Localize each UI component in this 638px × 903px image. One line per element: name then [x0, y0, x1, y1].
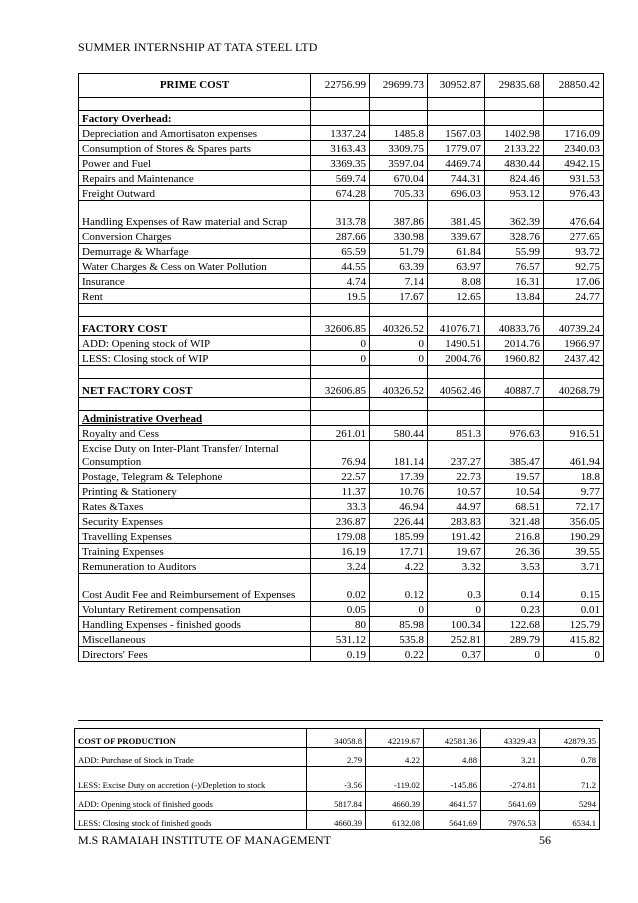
table-row: [79, 171, 604, 186]
row-label: Directors' Fees: [79, 647, 311, 662]
table-row: [79, 647, 604, 662]
value-cell: 80: [311, 617, 370, 632]
value-cell: 29835.68: [485, 74, 544, 98]
value-cell: 65.59: [311, 244, 370, 259]
empty-cell: [544, 398, 604, 411]
value-cell: 1402.98: [485, 126, 544, 141]
table-row: [79, 156, 604, 171]
value-cell: 4.22: [370, 559, 428, 574]
value-cell: 0.78: [540, 748, 600, 767]
value-cell: 670.04: [370, 171, 428, 186]
value-cell: 3.53: [485, 559, 544, 574]
empty-cell: [370, 98, 428, 111]
value-cell: 3.21: [481, 748, 540, 767]
empty-cell: [311, 111, 370, 126]
empty-cell: [485, 411, 544, 426]
table-row: [79, 379, 604, 398]
empty-cell: [370, 366, 428, 379]
value-cell: 42581.36: [424, 729, 481, 748]
value-cell: 42879.35: [540, 729, 600, 748]
value-cell: 0.22: [370, 647, 428, 662]
value-cell: 744.31: [428, 171, 485, 186]
value-cell: 63.39: [370, 259, 428, 274]
value-cell: 40833.76: [485, 317, 544, 336]
value-cell: 22.73: [428, 469, 485, 484]
row-label: Freight Outward: [79, 186, 311, 201]
value-cell: 8.08: [428, 274, 485, 289]
table-row: [79, 617, 604, 632]
table-row: [79, 229, 604, 244]
table-row: [75, 748, 600, 767]
value-cell: 226.44: [370, 514, 428, 529]
value-cell: 328.76: [485, 229, 544, 244]
row-label: Handling Expenses of Raw material and Scrap: [79, 201, 311, 229]
empty-cell: [544, 98, 604, 111]
value-cell: 0.02: [311, 574, 370, 602]
cost-of-production-table: [74, 728, 600, 830]
empty-cell: [485, 111, 544, 126]
empty-cell: [428, 398, 485, 411]
row-label: Rates &Taxes: [79, 499, 311, 514]
value-cell: 18.8: [544, 469, 604, 484]
row-label: ADD: Opening stock of WIP: [79, 336, 311, 351]
value-cell: 44.55: [311, 259, 370, 274]
table-row: [75, 811, 600, 830]
value-cell: 824.46: [485, 171, 544, 186]
value-cell: -3.56: [307, 767, 366, 792]
row-label: LESS: Excise Duty on accretion (-)/Depletion to stock: [75, 767, 307, 792]
value-cell: 705.33: [370, 186, 428, 201]
table-row: [79, 514, 604, 529]
value-cell: 0: [370, 336, 428, 351]
table-row: [79, 544, 604, 559]
value-cell: 1485.8: [370, 126, 428, 141]
table-row: [79, 574, 604, 602]
value-cell: 7.14: [370, 274, 428, 289]
value-cell: 1966.97: [544, 336, 604, 351]
empty-cell: [370, 304, 428, 317]
row-label: Remuneration to Auditors: [79, 559, 311, 574]
table-row: [79, 426, 604, 441]
value-cell: 34058.8: [307, 729, 366, 748]
value-cell: 5641.69: [424, 811, 481, 830]
value-cell: 19.57: [485, 469, 544, 484]
table-row: [75, 767, 600, 792]
value-cell: 976.43: [544, 186, 604, 201]
table-row: [79, 126, 604, 141]
table-row: [79, 336, 604, 351]
value-cell: 387.86: [370, 201, 428, 229]
value-cell: 569.74: [311, 171, 370, 186]
empty-cell: [311, 398, 370, 411]
empty-cell: [79, 398, 311, 411]
value-cell: 179.08: [311, 529, 370, 544]
empty-cell: [485, 304, 544, 317]
value-cell: 252.81: [428, 632, 485, 647]
row-label: Excise Duty on Inter-Plant Transfer/ Internal Consumption: [79, 441, 311, 469]
value-cell: 28850.42: [544, 74, 604, 98]
factory-cost-label: FACTORY COST: [79, 317, 311, 336]
value-cell: 4.22: [366, 748, 424, 767]
row-label: LESS: Closing stock of WIP: [79, 351, 311, 366]
prime-cost-label: PRIME COST: [79, 74, 311, 98]
row-label: Miscellaneous: [79, 632, 311, 647]
empty-cell: [544, 411, 604, 426]
value-cell: 0: [311, 351, 370, 366]
value-cell: 356.05: [544, 514, 604, 529]
value-cell: 321.48: [485, 514, 544, 529]
value-cell: 63.97: [428, 259, 485, 274]
row-label: Handling Expenses - finished goods: [79, 617, 311, 632]
value-cell: 3597.04: [370, 156, 428, 171]
value-cell: 40887.7: [485, 379, 544, 398]
value-cell: 4.88: [424, 748, 481, 767]
value-cell: 7976.53: [481, 811, 540, 830]
value-cell: 40562.46: [428, 379, 485, 398]
administrative-overhead-heading: Administrative Overhead: [79, 411, 311, 426]
value-cell: 1779.07: [428, 141, 485, 156]
value-cell: 381.45: [428, 201, 485, 229]
net-factory-cost-label: NET FACTORY COST: [79, 379, 311, 398]
value-cell: 953.12: [485, 186, 544, 201]
value-cell: 40326.52: [370, 379, 428, 398]
row-label: Royalty and Cess: [79, 426, 311, 441]
section-rule: [78, 720, 603, 721]
table-row: [79, 499, 604, 514]
value-cell: 0: [370, 602, 428, 617]
value-cell: 46.94: [370, 499, 428, 514]
value-cell: 185.99: [370, 529, 428, 544]
table-row: [79, 74, 604, 98]
value-cell: 10.76: [370, 484, 428, 499]
value-cell: 42219.67: [366, 729, 424, 748]
row-label: Voluntary Retirement compensation: [79, 602, 311, 617]
value-cell: 0: [428, 602, 485, 617]
value-cell: 1567.03: [428, 126, 485, 141]
value-cell: 122.68: [485, 617, 544, 632]
value-cell: -274.81: [481, 767, 540, 792]
row-label: Travelling Expenses: [79, 529, 311, 544]
value-cell: 0: [311, 336, 370, 351]
value-cell: 415.82: [544, 632, 604, 647]
empty-cell: [428, 366, 485, 379]
empty-cell: [428, 304, 485, 317]
spacer-row: [79, 98, 604, 111]
spacer-row: [79, 366, 604, 379]
value-cell: 289.79: [485, 632, 544, 647]
value-cell: 76.94: [311, 441, 370, 469]
value-cell: 40739.24: [544, 317, 604, 336]
value-cell: 24.77: [544, 289, 604, 304]
value-cell: 16.31: [485, 274, 544, 289]
value-cell: 19.5: [311, 289, 370, 304]
value-cell: 92.75: [544, 259, 604, 274]
value-cell: 0: [370, 351, 428, 366]
row-label: ADD: Opening stock of finished goods: [75, 792, 307, 811]
row-label: Water Charges & Cess on Water Pollution: [79, 259, 311, 274]
empty-cell: [544, 366, 604, 379]
row-label: Depreciation and Amortisaton expenses: [79, 126, 311, 141]
table-row: [79, 469, 604, 484]
value-cell: -145.86: [424, 767, 481, 792]
empty-cell: [485, 98, 544, 111]
empty-cell: [311, 304, 370, 317]
empty-cell: [544, 304, 604, 317]
row-label: Postage, Telegram & Telephone: [79, 469, 311, 484]
value-cell: 1716.09: [544, 126, 604, 141]
empty-cell: [311, 366, 370, 379]
empty-cell: [428, 98, 485, 111]
value-cell: 287.66: [311, 229, 370, 244]
value-cell: 3.32: [428, 559, 485, 574]
value-cell: 16.19: [311, 544, 370, 559]
value-cell: 85.98: [370, 617, 428, 632]
empty-cell: [428, 111, 485, 126]
table-row: [75, 792, 600, 811]
value-cell: 0.01: [544, 602, 604, 617]
value-cell: 6534.1: [540, 811, 600, 830]
value-cell: 29699.73: [370, 74, 428, 98]
value-cell: 33.3: [311, 499, 370, 514]
row-label: Insurance: [79, 274, 311, 289]
value-cell: 22.57: [311, 469, 370, 484]
value-cell: 2340.03: [544, 141, 604, 156]
value-cell: -119.02: [366, 767, 424, 792]
table-row: [79, 317, 604, 336]
value-cell: 39.55: [544, 544, 604, 559]
footer-institute: M.S RAMAIAH INSTITUTE OF MANAGEMENT: [78, 833, 331, 847]
table-row: [79, 632, 604, 647]
value-cell: 1337.24: [311, 126, 370, 141]
value-cell: 931.53: [544, 171, 604, 186]
value-cell: 41076.71: [428, 317, 485, 336]
value-cell: 2004.76: [428, 351, 485, 366]
value-cell: 385.47: [485, 441, 544, 469]
value-cell: 0.05: [311, 602, 370, 617]
value-cell: 2437.42: [544, 351, 604, 366]
value-cell: 674.28: [311, 186, 370, 201]
value-cell: 51.79: [370, 244, 428, 259]
value-cell: 4660.39: [307, 811, 366, 830]
value-cell: 0.14: [485, 574, 544, 602]
value-cell: 22756.99: [311, 74, 370, 98]
value-cell: 9.77: [544, 484, 604, 499]
value-cell: 277.65: [544, 229, 604, 244]
value-cell: 17.71: [370, 544, 428, 559]
value-cell: 261.01: [311, 426, 370, 441]
table-row: [79, 289, 604, 304]
value-cell: 5641.69: [481, 792, 540, 811]
row-label: Consumption of Stores & Spares parts: [79, 141, 311, 156]
value-cell: 0: [544, 647, 604, 662]
row-label: Demurrage & Wharfage: [79, 244, 311, 259]
value-cell: 71.2: [540, 767, 600, 792]
value-cell: 236.87: [311, 514, 370, 529]
value-cell: 1960.82: [485, 351, 544, 366]
value-cell: 2014.76: [485, 336, 544, 351]
value-cell: 68.51: [485, 499, 544, 514]
table-row: [79, 351, 604, 366]
empty-cell: [485, 398, 544, 411]
value-cell: 125.79: [544, 617, 604, 632]
row-label: Printing & Stationery: [79, 484, 311, 499]
value-cell: 4830.44: [485, 156, 544, 171]
value-cell: 4660.39: [366, 792, 424, 811]
value-cell: 17.67: [370, 289, 428, 304]
table-row: [79, 441, 604, 469]
value-cell: 5294: [540, 792, 600, 811]
empty-cell: [485, 366, 544, 379]
table-row: [79, 141, 604, 156]
value-cell: 580.44: [370, 426, 428, 441]
empty-cell: [79, 366, 311, 379]
value-cell: 3.24: [311, 559, 370, 574]
value-cell: 76.57: [485, 259, 544, 274]
empty-cell: [370, 111, 428, 126]
value-cell: 5817.84: [307, 792, 366, 811]
value-cell: 362.39: [485, 201, 544, 229]
value-cell: 0.3: [428, 574, 485, 602]
row-label: Security Expenses: [79, 514, 311, 529]
value-cell: 0.23: [485, 602, 544, 617]
row-label: Training Expenses: [79, 544, 311, 559]
value-cell: 190.29: [544, 529, 604, 544]
value-cell: 461.94: [544, 441, 604, 469]
value-cell: 10.54: [485, 484, 544, 499]
value-cell: 535.8: [370, 632, 428, 647]
factory-overhead-heading: Factory Overhead:: [79, 111, 311, 126]
value-cell: 61.84: [428, 244, 485, 259]
value-cell: 55.99: [485, 244, 544, 259]
value-cell: 32606.85: [311, 317, 370, 336]
table-row: [79, 602, 604, 617]
value-cell: 330.98: [370, 229, 428, 244]
value-cell: 0.15: [544, 574, 604, 602]
value-cell: 40326.52: [370, 317, 428, 336]
value-cell: 17.39: [370, 469, 428, 484]
value-cell: 3.71: [544, 559, 604, 574]
value-cell: 0.37: [428, 647, 485, 662]
value-cell: 916.51: [544, 426, 604, 441]
value-cell: 93.72: [544, 244, 604, 259]
spacer-row: [79, 304, 604, 317]
value-cell: 13.84: [485, 289, 544, 304]
value-cell: 237.27: [428, 441, 485, 469]
value-cell: 3309.75: [370, 141, 428, 156]
value-cell: 32606.85: [311, 379, 370, 398]
table-row: [79, 274, 604, 289]
row-label: Repairs and Maintenance: [79, 171, 311, 186]
empty-cell: [311, 411, 370, 426]
value-cell: 339.67: [428, 229, 485, 244]
value-cell: 44.97: [428, 499, 485, 514]
value-cell: 12.65: [428, 289, 485, 304]
value-cell: 4469.74: [428, 156, 485, 171]
value-cell: 4641.57: [424, 792, 481, 811]
value-cell: 4942.15: [544, 156, 604, 171]
table-row: [79, 186, 604, 201]
value-cell: 191.42: [428, 529, 485, 544]
value-cell: 181.14: [370, 441, 428, 469]
heading-row: [79, 411, 604, 426]
value-cell: 0.12: [370, 574, 428, 602]
empty-cell: [79, 98, 311, 111]
value-cell: 19.67: [428, 544, 485, 559]
empty-cell: [370, 398, 428, 411]
row-label: LESS: Closing stock of finished goods: [75, 811, 307, 830]
value-cell: 10.57: [428, 484, 485, 499]
value-cell: 313.78: [311, 201, 370, 229]
value-cell: 1490.51: [428, 336, 485, 351]
value-cell: 40268.79: [544, 379, 604, 398]
spacer-row: [79, 398, 604, 411]
row-label: Rent: [79, 289, 311, 304]
value-cell: 4.74: [311, 274, 370, 289]
page-number: 56: [539, 833, 551, 847]
table-row: [79, 244, 604, 259]
value-cell: 43329.43: [481, 729, 540, 748]
value-cell: 6132.08: [366, 811, 424, 830]
value-cell: 2133.22: [485, 141, 544, 156]
empty-cell: [79, 304, 311, 317]
row-label: ADD: Purchase of Stock in Trade: [75, 748, 307, 767]
row-label: Cost Audit Fee and Reimbursement of Expenses: [79, 574, 311, 602]
empty-cell: [428, 411, 485, 426]
table-row: [75, 729, 600, 748]
value-cell: 283.83: [428, 514, 485, 529]
value-cell: 476.64: [544, 201, 604, 229]
value-cell: 531.12: [311, 632, 370, 647]
value-cell: 11.37: [311, 484, 370, 499]
value-cell: 17.06: [544, 274, 604, 289]
row-label: Power and Fuel: [79, 156, 311, 171]
value-cell: 3163.43: [311, 141, 370, 156]
table-row: [79, 259, 604, 274]
value-cell: 2.79: [307, 748, 366, 767]
value-cell: 3369.35: [311, 156, 370, 171]
table-row: [79, 484, 604, 499]
value-cell: 30952.87: [428, 74, 485, 98]
value-cell: 851.3: [428, 426, 485, 441]
value-cell: 0: [485, 647, 544, 662]
row-label: Conversion Charges: [79, 229, 311, 244]
value-cell: 100.34: [428, 617, 485, 632]
cost-of-production-label: COST OF PRODUCTION: [75, 729, 307, 748]
cost-sheet-table: [78, 73, 604, 662]
value-cell: 216.8: [485, 529, 544, 544]
value-cell: 26.36: [485, 544, 544, 559]
value-cell: 976.63: [485, 426, 544, 441]
table-row: [79, 559, 604, 574]
value-cell: 0.19: [311, 647, 370, 662]
value-cell: 72.17: [544, 499, 604, 514]
page-header: SUMMER INTERNSHIP AT TATA STEEL LTD: [78, 40, 318, 54]
value-cell: 696.03: [428, 186, 485, 201]
empty-cell: [311, 98, 370, 111]
heading-row: [79, 111, 604, 126]
empty-cell: [544, 111, 604, 126]
empty-cell: [370, 411, 428, 426]
table-row: [79, 529, 604, 544]
table-row: [79, 201, 604, 229]
